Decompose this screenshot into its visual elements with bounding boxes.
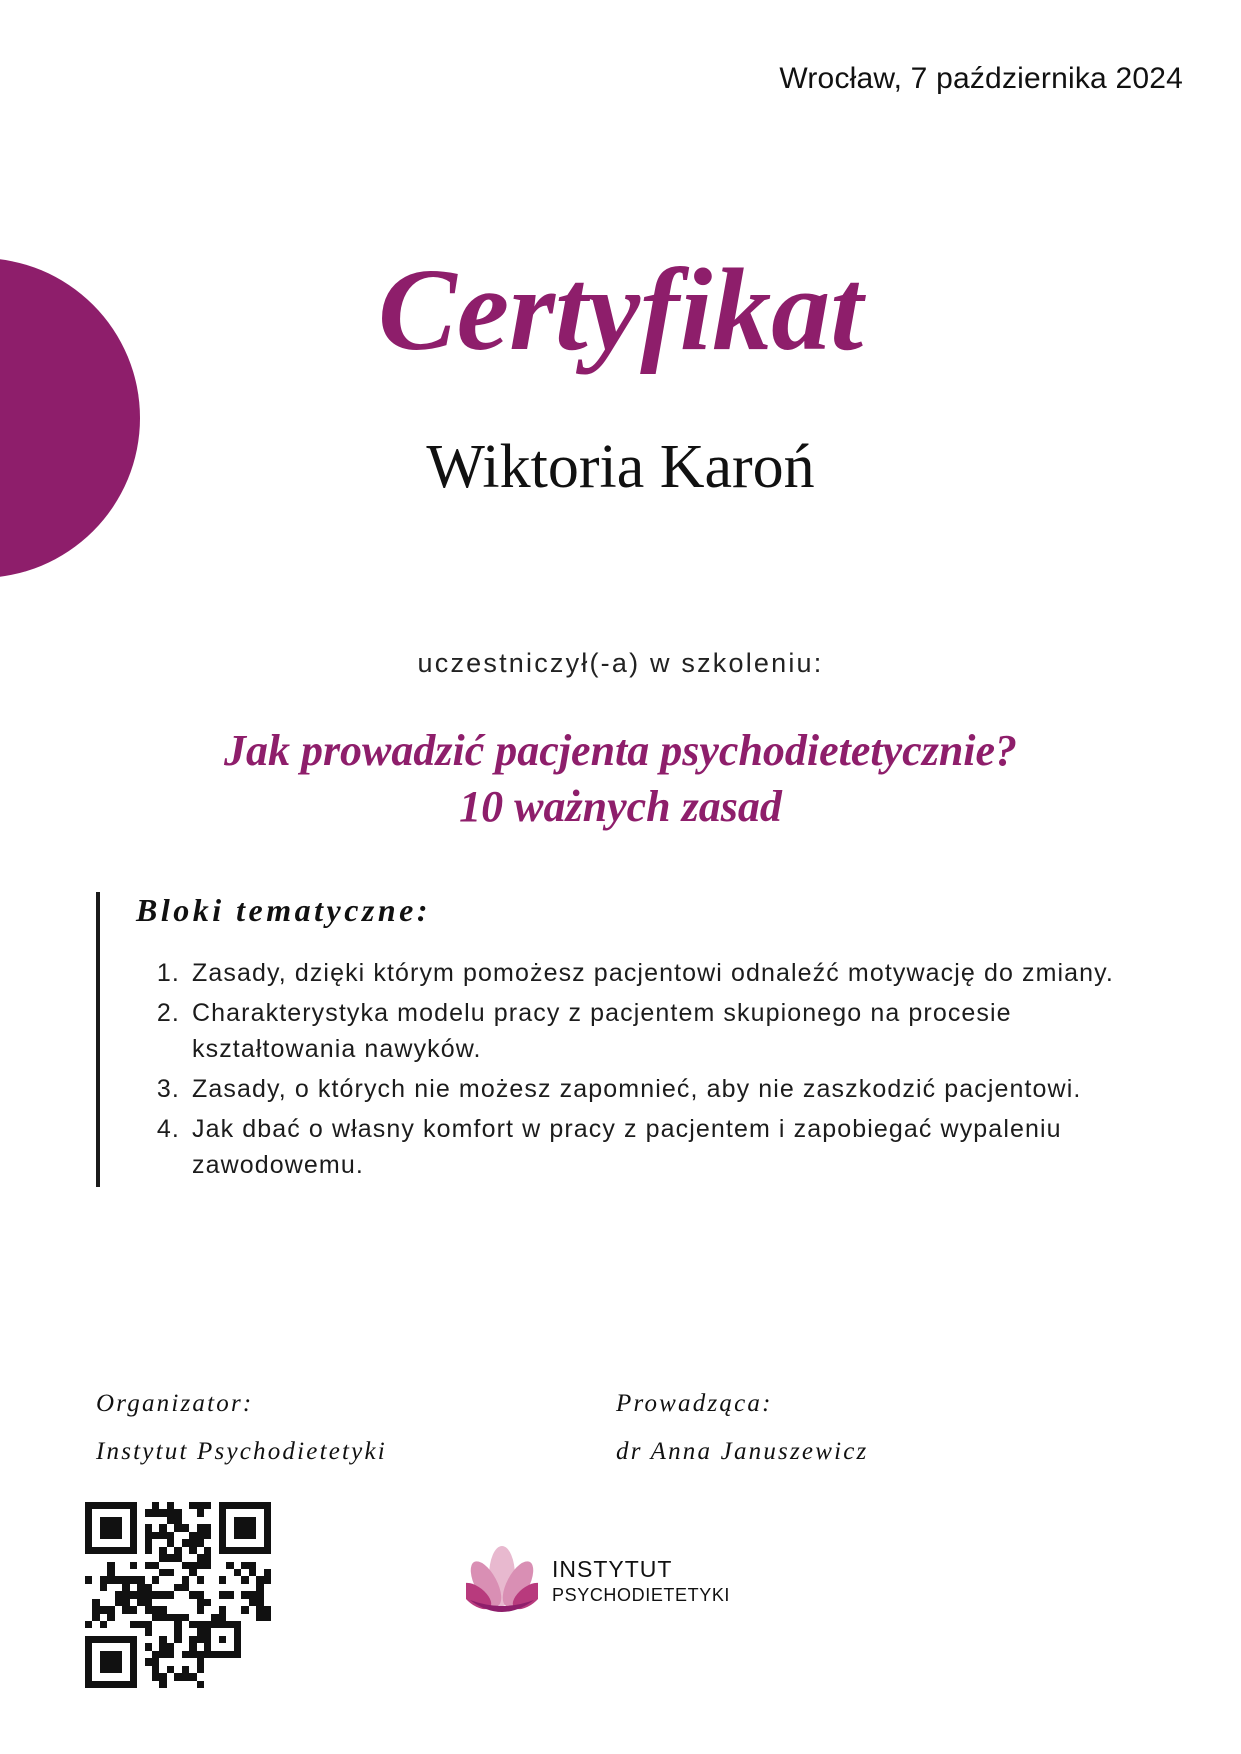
signatures-row — [96, 1380, 996, 1475]
list-item: 4. Jak dbać o własny komfort w pracy z pacjentem i zapobiegać wypaleniu zawodowemu. — [188, 1111, 1121, 1183]
logo-text — [552, 1555, 730, 1606]
logo-line-1: INSTYTUT — [552, 1555, 673, 1582]
presenter-name: dr Anna Januszewicz — [616, 1437, 869, 1465]
thematic-blocks-heading: Bloki tematyczne: — [136, 892, 432, 928]
organizer-label: Organizator: — [96, 1390, 254, 1417]
lotus-flower-icon — [466, 1540, 538, 1621]
presenter-label: Prowadząca: — [616, 1390, 773, 1417]
organizer-block — [96, 1380, 616, 1475]
participation-line: uczestniczył(-a) w szkoleniu: — [417, 648, 824, 678]
certificate-title: Certyfikat — [377, 244, 864, 375]
organizer-name: Instytut Psychodietetyki — [96, 1437, 387, 1465]
logo-line-2: PSYCHODIETETYKI — [552, 1584, 731, 1605]
list-item: 2. Charakterystyka modelu pracy z pacjentem skupionego na procesie kształtowania nawyków. — [188, 995, 1121, 1067]
thematic-blocks-section — [96, 892, 1121, 1187]
presenter-block — [616, 1380, 868, 1475]
recipient-name: Wiktoria Karoń — [426, 433, 815, 501]
issue-date: Wrocław, 7 października 2024 — [779, 62, 1183, 95]
course-title: Jak prowadzić pacjenta psychodietetycznie? 10 ważnych zasad — [223, 726, 1018, 832]
thematic-blocks-list — [136, 955, 1121, 1183]
list-item: 1. Zasady, dzięki którym pomożesz pacjentowi odnaleźć motywację do zmiany. — [188, 955, 1121, 991]
list-item: 3. Zasady, o których nie możesz zapomnieć, aby nie zaszkodzić pacjentowi. — [188, 1071, 1121, 1107]
institute-logo — [466, 1540, 730, 1621]
qr-code-icon[interactable] — [85, 1502, 271, 1688]
